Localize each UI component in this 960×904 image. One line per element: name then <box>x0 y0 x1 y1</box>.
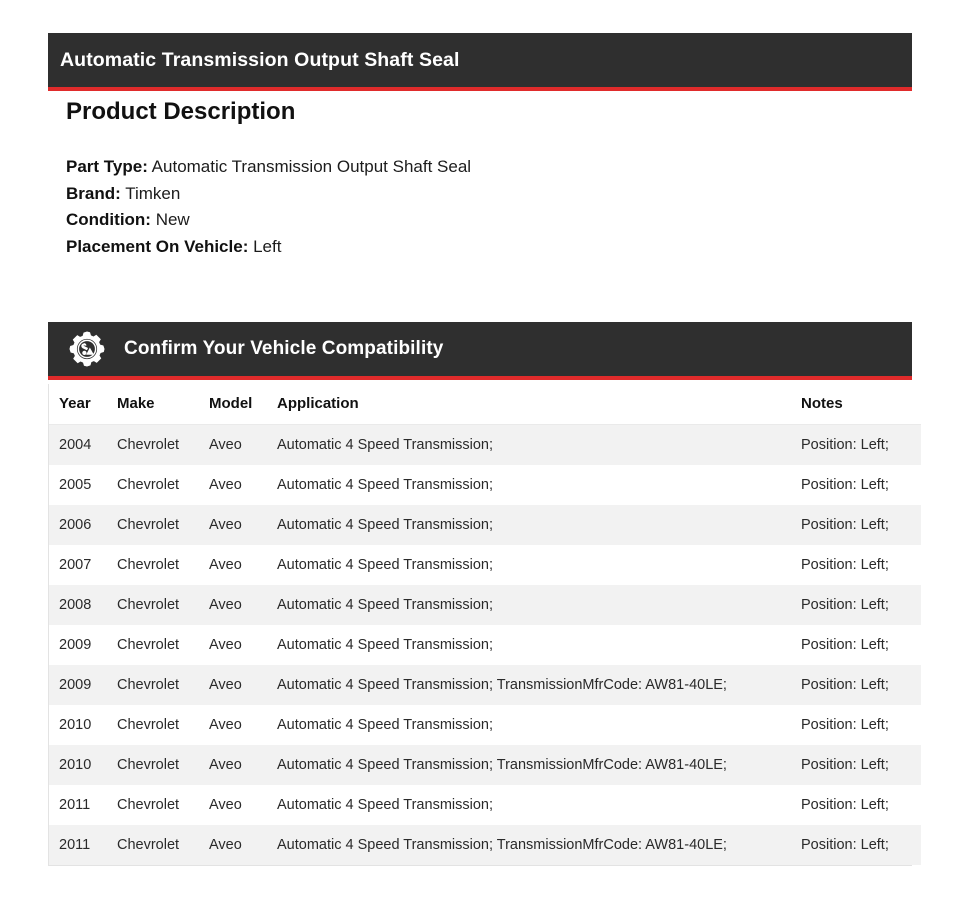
table-row <box>49 425 921 466</box>
cell-make: Chevrolet <box>117 437 180 453</box>
cell-application: Automatic 4 Speed Transmission; <box>277 797 493 813</box>
table-row <box>49 585 921 625</box>
cell-year: 2009 <box>59 637 92 653</box>
table-row <box>49 625 921 665</box>
cell-application: Automatic 4 Speed Transmission; <box>277 477 493 493</box>
spec-row-placement <box>66 234 566 261</box>
table-row <box>49 505 921 545</box>
cell-application: Automatic 4 Speed Transmission; TransmissionMfrCode: AW81-40LE; <box>277 677 727 693</box>
cell-year: 2009 <box>59 677 92 693</box>
cell-make: Chevrolet <box>117 637 180 653</box>
spec-value-part-type: Automatic Transmission Output Shaft Seal <box>151 157 472 177</box>
table-row <box>49 785 921 825</box>
cell-application: Automatic 4 Speed Transmission; <box>277 717 493 733</box>
cell-year: 2008 <box>59 597 92 613</box>
spec-label-brand: Brand: <box>66 183 121 203</box>
cell-application: Automatic 4 Speed Transmission; TransmissionMfrCode: AW81-40LE; <box>277 757 727 773</box>
table-header-row <box>49 384 921 425</box>
table-row <box>49 745 921 785</box>
cell-application: Automatic 4 Speed Transmission; <box>277 517 493 533</box>
column-header-make: Make <box>117 384 209 425</box>
compatibility-title: Confirm Your Vehicle Compatibility <box>124 338 444 359</box>
column-header-year: Year <box>49 384 117 425</box>
spec-row-brand <box>66 181 566 208</box>
compatibility-table-body <box>49 425 921 866</box>
compatibility-banner <box>48 322 912 380</box>
spec-row-part-type <box>66 154 566 181</box>
cell-year: 2011 <box>59 797 91 813</box>
cell-model: Aveo <box>209 797 242 813</box>
cell-notes: Position: Left; <box>801 717 889 733</box>
cell-notes: Position: Left; <box>801 677 889 693</box>
cell-model: Aveo <box>209 517 242 533</box>
table-row <box>49 665 921 705</box>
cell-notes: Position: Left; <box>801 597 889 613</box>
product-spec-list <box>66 154 566 260</box>
product-title: Automatic Transmission Output Shaft Seal <box>60 48 460 71</box>
spec-list-body <box>66 154 566 260</box>
cell-make: Chevrolet <box>117 597 180 613</box>
cell-year: 2011 <box>59 837 91 853</box>
cell-year: 2010 <box>59 757 92 773</box>
compatibility-table <box>49 384 921 865</box>
cell-application: Automatic 4 Speed Transmission; <box>277 637 493 653</box>
spec-value-condition: New <box>155 210 190 230</box>
cell-make: Chevrolet <box>117 837 180 853</box>
cell-model: Aveo <box>209 597 242 613</box>
product-description-heading: Product Description <box>66 98 296 125</box>
table-row <box>49 825 921 865</box>
cell-model: Aveo <box>209 677 242 693</box>
column-header-model: Model <box>209 384 277 425</box>
cell-notes: Position: Left; <box>801 637 889 653</box>
cell-notes: Position: Left; <box>801 797 889 813</box>
gear-icon <box>68 330 106 368</box>
table-row <box>49 465 921 505</box>
cell-make: Chevrolet <box>117 677 180 693</box>
cell-model: Aveo <box>209 557 242 573</box>
cell-application: Automatic 4 Speed Transmission; <box>277 557 493 573</box>
compatibility-table-container <box>48 384 912 866</box>
product-description-section <box>66 96 566 260</box>
compatibility-table-head <box>49 384 921 425</box>
column-header-application: Application <box>277 384 801 425</box>
cell-model: Aveo <box>209 757 242 773</box>
cell-make: Chevrolet <box>117 757 180 773</box>
cell-year: 2010 <box>59 717 92 733</box>
cell-year: 2004 <box>59 437 92 453</box>
cell-notes: Position: Left; <box>801 517 889 533</box>
table-row <box>49 705 921 745</box>
cell-make: Chevrolet <box>117 797 180 813</box>
column-header-notes: Notes <box>801 384 921 425</box>
cell-model: Aveo <box>209 637 242 653</box>
product-title-banner <box>48 33 912 91</box>
cell-year: 2006 <box>59 517 92 533</box>
cell-model: Aveo <box>209 837 242 853</box>
cell-application: Automatic 4 Speed Transmission; <box>277 437 493 453</box>
cell-make: Chevrolet <box>117 717 180 733</box>
spec-label-condition: Condition: <box>66 210 151 230</box>
cell-make: Chevrolet <box>117 517 180 533</box>
cell-application: Automatic 4 Speed Transmission; <box>277 597 493 613</box>
table-row <box>49 545 921 585</box>
cell-notes: Position: Left; <box>801 477 889 493</box>
cell-model: Aveo <box>209 437 242 453</box>
cell-model: Aveo <box>209 717 242 733</box>
cell-year: 2005 <box>59 477 92 493</box>
cell-model: Aveo <box>209 477 242 493</box>
spec-row-condition <box>66 207 566 234</box>
spec-label-placement: Placement On Vehicle: <box>66 236 249 256</box>
cell-application: Automatic 4 Speed Transmission; TransmissionMfrCode: AW81-40LE; <box>277 837 727 853</box>
spec-label-part-type: Part Type: <box>66 157 148 177</box>
spec-value-placement: Left <box>253 236 282 256</box>
cell-year: 2007 <box>59 557 92 573</box>
cell-make: Chevrolet <box>117 477 180 493</box>
spec-value-brand: Timken <box>125 183 181 203</box>
cell-notes: Position: Left; <box>801 837 889 853</box>
cell-make: Chevrolet <box>117 557 180 573</box>
cell-notes: Position: Left; <box>801 557 889 573</box>
cell-notes: Position: Left; <box>801 437 889 453</box>
cell-notes: Position: Left; <box>801 757 889 773</box>
